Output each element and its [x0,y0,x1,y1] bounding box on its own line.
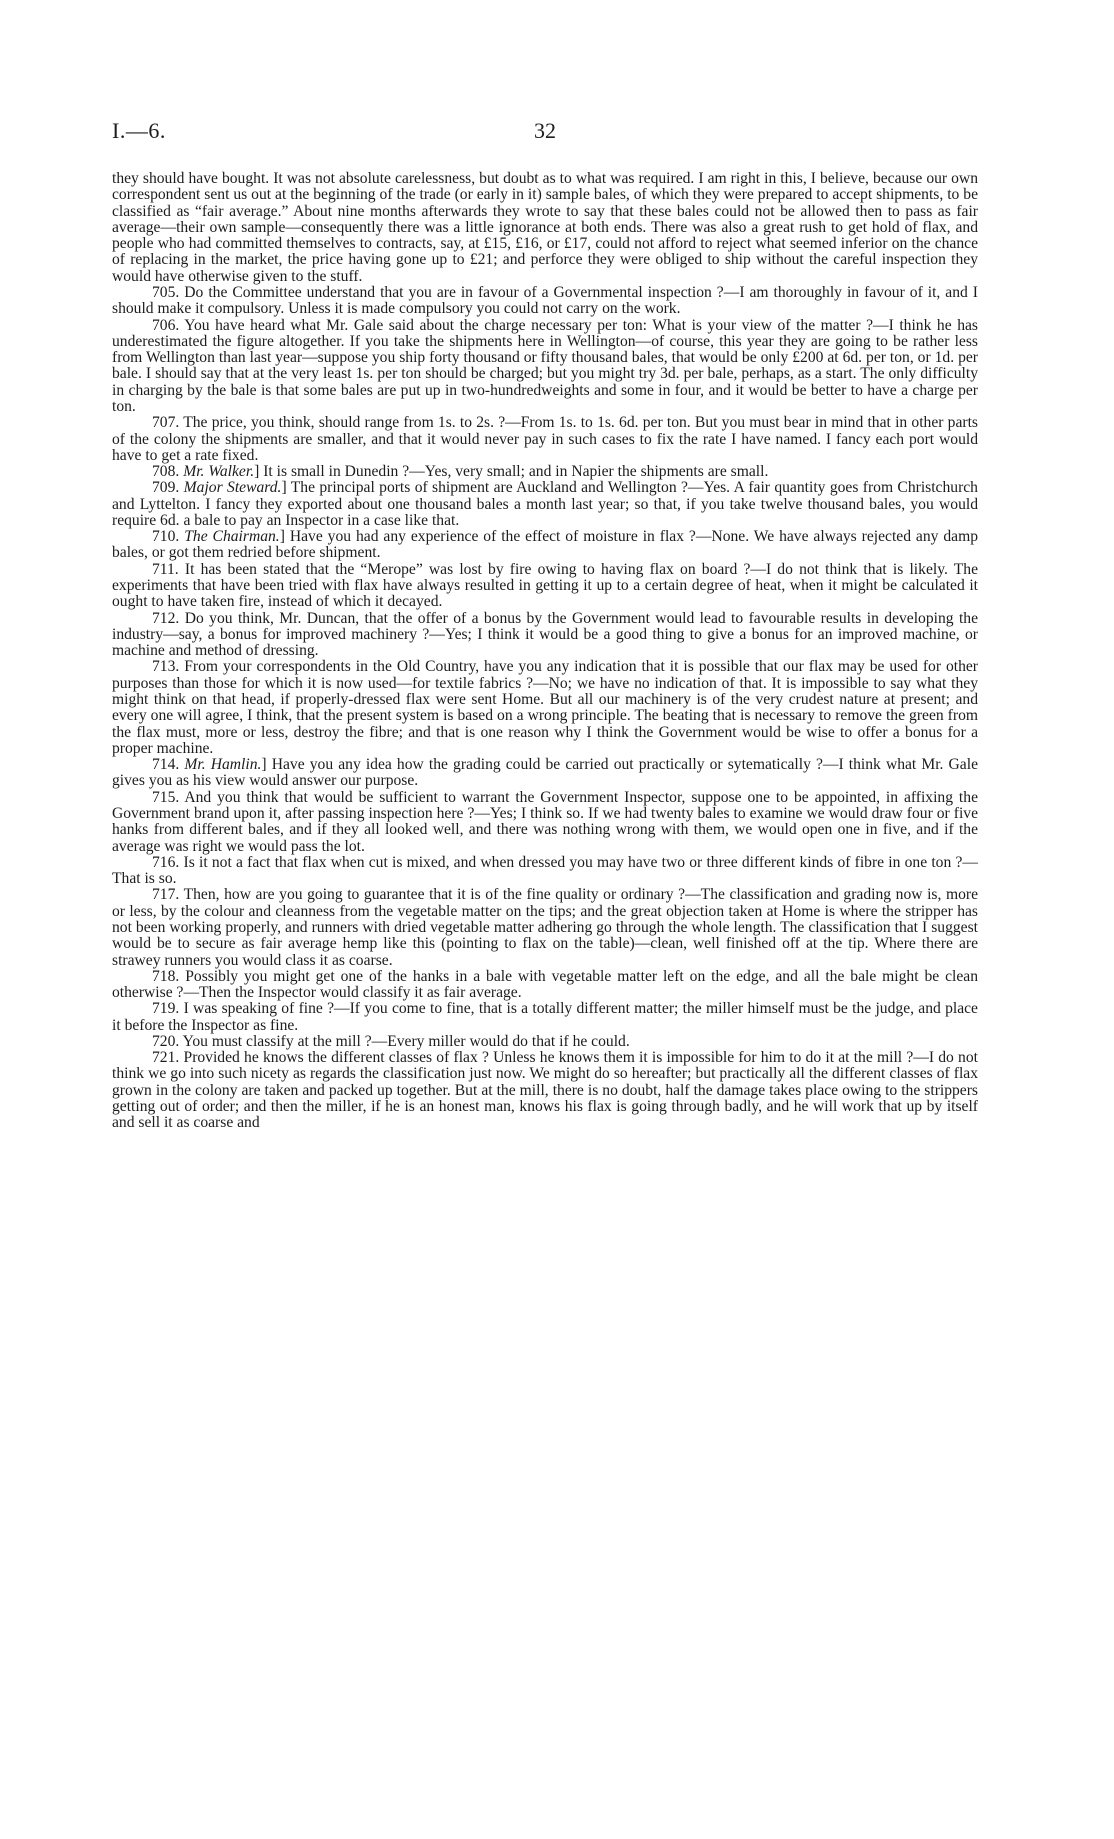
question-number: 718. [152,967,180,985]
question-720: 720. You must classify at the mill ?—Every miller would do that if he could. [152,1032,630,1050]
speaker-name: Mr. Walker. [183,463,255,481]
question-713: 713. From your correspondents in the Old Country, have you any indication that it is possible that our flax may be used for other purposes than those for which it is now used—for textile fabrics ?—No; we have no indication of that. It is impossible to say what they might think on that head, if properly-dressed flax were sent Home. But all our machinery is of the very crudest nature at present; and every one will agree, I think, that the present system is based on a wrong principle. The beating that is necessary to remove the green from the flax must, more or less, destroy the fibre; and that is one reason why I think the Government would be wise to offer a bonus for a proper machine. [112,658,978,757]
question-number: 719. [152,1000,180,1018]
page-header [112,118,978,148]
question-number: 710. [152,528,180,546]
question-709: 709. Major Steward.] The principal ports of shipment are Auckland and Wellington ?—Yes. A fair quantity goes from Christchurch and Lyttelton. I fancy they exported about one thousand bales a month last year; so that, if you take twelve thousand bales, you would require 6d. a bale to pay an Inspector in a case like that. [112,479,978,529]
page-number: 32 [534,118,556,143]
question-710: 710. The Chairman.] Have you had any experience of the effect of moisture in flax ?—None. We have always rejected any damp bales, or got them redried before shipment. [112,528,978,562]
question-number: 708. [152,463,180,481]
question-708: 708. Mr. Walker.] It is small in Dunedin ?—Yes, very small; and in Napier the shipments are small. [152,463,769,481]
document-reference: I.—6. [112,118,166,143]
question-707: 707. The price, you think, should range from 1s. to 2s. ?—From 1s. to 1s. 6d. per ton. But you must bear in mind that in other parts of the colony the shipments are smaller, and that it would never pay in such cases to fix the rate I have named. I fancy each port would have to get a rate fixed. [112,414,978,464]
question-718: 718. Possibly you might get one of the hanks in a bale with vegetable matter left on the edge, and all the bale might be clean otherwise ?—Then the Inspector would classify it as fair average. [112,967,978,1002]
question-number: 717. [152,886,180,904]
question-number: 707. [152,414,180,432]
question-719: 719. I was speaking of fine ?—If you come to fine, that is a totally different matter; the miller himself must be the judge, and place it before the Inspector as fine. [112,1000,978,1034]
question-number: 721. [152,1049,180,1067]
question-717: 717. Then, how are you going to guarantee that it is of the fine quality or ordinary ?—The classification and grading now is, more or less, by the colour and cleanness from the vegetable matter on the tips; and the great objection taken at Home is where the stripper has not been working properly, and runners with dried vegetable matter adhering go through the whole length. The classification that I suggest would be to secure as fair average hemp like this (pointing to flax on the table)—clean, well finished off at the tip. Where there are strawey runners you would class it as coarse. [112,886,978,969]
question-711: 711. It has been stated that the “Merope” was lost by fire owing to having flax on board ?—I do not think that is likely. The experiments that have been tried with flax have always resulted in getting it up to a certain degree of heat, when it might be calculated it ought to have taken fire, instead of which it decayed. [112,560,978,611]
question-716: 716. Is it not a fact that flax when cut is mixed, and when dressed you may have two or three different kinds of fibre in one ton ?—That is so. [112,853,978,888]
question-number: 714. [152,756,180,774]
question-number: 713. [152,658,180,676]
question-number: 720. [152,1032,180,1050]
speaker-name: The Chairman. [184,528,280,546]
question-715: 715. And you think that would be sufficient to warrant the Government Inspector, suppose one to be appointed, in affixing the Government brand upon it, after passing inspection here ?—Yes; I think so. If we had twenty bales to examine we would draw four or five hanks from different bales, and if they all looked well, and there was nothing wrong with them, we would open one in five, and if the average was right we would pass the lot. [112,788,978,855]
speaker-name: Mr. Hamlin. [184,756,262,774]
question-number: 712. [152,609,180,627]
paragraph-continuation: they should have bought. It was not absolute carelessness, but doubt as to what was required. I am right in this, I believe, because our own correspondent sent us out at the beginning of the trade (or early in it) sample bales, of which they were prepared to accept shipments, to be classified as “fair average.” About nine months afterwards they wrote to say that these bales could not be allowed then to pass as fair average—their own sample—consequently there was a little ignorance at both ends. There was also a great rush to get hold of flax, and people who had committed themselves to contracts, say, at £15, £16, or £17, could not afford to reject what seemed inferior on the chance of replacing in the market, the price having gone up to £21; and perforce they were obliged to ship without the careful inspection they would have otherwise given to the stuff. [112,170,978,285]
question-number: 711. [152,560,179,578]
question-714: 714. Mr. Hamlin.] Have you any idea how the grading could be carried out practically or sytematically ?—I think what Mr. Gale gives you as his view would answer our purpose. [112,756,978,790]
speaker-name: Major Steward. [183,479,282,497]
question-number: 706. [152,316,180,334]
question-721: 721. Provided he knows the different classes of flax ? Unless he knows them it is impossible for him to do it at the mill ?—I do not think we go into such nicety as regards the classification just now. We might do so hereafter; but practically all the different classes of flax grown in the colony are taken and packed up together. But at the mill, there is no doubt, half the damage takes place owing to the strippers getting out of order; and then the miller, if he is an honest man, knows his flax is going through badly, and he will work that up by itself and sell it as coarse and [112,1049,978,1132]
question-number: 705. [152,283,180,301]
question-712: 712. Do you think, Mr. Duncan, that the offer of a bonus by the Government would lead to favourable results in developing the industry—say, a bonus for improved machinery ?—Yes; I think it would be a good thing to give a bonus for an improved machine, or machine and method of dressing. [112,609,978,660]
question-number: 715. [152,788,180,806]
question-number: 716. [152,853,180,871]
evidence-text [112,171,978,1132]
question-705: 705. Do the Committee understand that you are in favour of a Governmental inspection ?—I am thoroughly in favour of it, and I should make it compulsory. Unless it is made compulsory you could not carry on the work. [112,283,978,318]
question-number: 709. [152,479,180,497]
question-706: 706. You have heard what Mr. Gale said about the charge necessary per ton: What is your view of the matter ?—I think he has underestimated the figure altogether. If you take the shipments here in Wellington—of course, this year they are going to be rather less from Wellington than last year—suppose you ship forty thousand or fifty thousand bales, that would be only £200 at 6d. per ton, or 1d. per bale. I should say that at the very least 1s. per ton should be charged; but you might try 3d. per bale, perhaps, as a start. The only difficulty in charging by the bale is that some bales are put up in two-hundredweights and some in four, and it would be better to have a charge per ton. [112,316,978,415]
